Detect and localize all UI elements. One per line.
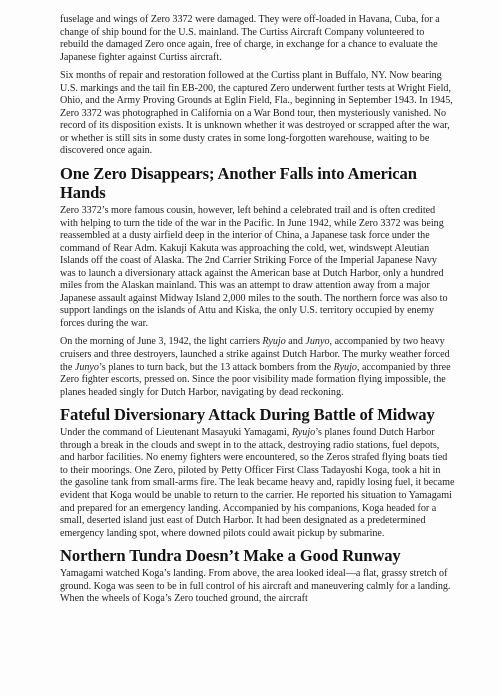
section-heading: Northern Tundra Doesn’t Make a Good Runway bbox=[60, 546, 401, 566]
text-run: , accompanied by two heavy cruisers and three destroyers, launched a strike against Dutch Harbor. The murky weather forced the bbox=[60, 336, 453, 373]
ship-name-italic: Ryujo bbox=[262, 336, 286, 348]
text-run: Yamagami watched Koga’s landing. From above, the area looked ideal—a flat, grassy stretch of ground. Koga was seen to be in full control of his aircraft and maneuvering calmly for a landing. When the wheels of Koga’s Zero touched ground, the aircraft bbox=[60, 568, 453, 605]
body-paragraph bbox=[60, 336, 455, 399]
ship-name-italic: Junyo bbox=[305, 336, 330, 348]
ship-name-italic: Ryujo bbox=[291, 427, 316, 439]
text-run: Zero 3372’s more famous cousin, however, left behind a celebrated trail and is often credited with helping to turn the tide of the war in the Pacific. In June 1942, while Zero 3372 was being reassembled at a dusty airfield deep in the interior of China, a Japanese task force under the command of Rear Adm. Kakuji Kakuta was approaching the cold, wet, windswept Aleutian Islands off the coast of Alaska. The 2nd Carrier Striking Force of the Imperial Japanese Navy was to launch a diversionary attack against the American base at Dutch Harbor, only a hundred miles from the Alaskan mainland. This was an attempt to draw attention away from a major Japanese assault against Midway Island 2,000 miles to the south. The northern force was also to support landings on the islands of Attu and Kiska, the only U.S. territory occupied by enemy forces during the war. bbox=[60, 205, 451, 329]
ship-name-italic: Junyo bbox=[74, 361, 99, 373]
text-run: fuselage and wings of Zero 3372 were damaged. They were off-loaded in Havana, Cuba, for a change of ship bound for the U.S. mainland. The Curtiss Aircraft Company volunteered to rebuild the damaged Zero once again, free of charge, in exchange for a chance to evaluate the Japanese fighter against Curtiss aircraft. bbox=[60, 14, 443, 63]
ship-name-italic: Ryujo bbox=[333, 361, 357, 373]
body-paragraph bbox=[60, 568, 455, 606]
section-heading: Fateful Diversionary Attack During Battle of Midway bbox=[60, 405, 435, 425]
article-body bbox=[60, 14, 455, 612]
text-run: On the morning of June 3, 1942, the light carriers bbox=[60, 336, 263, 348]
text-run: ’s planes found Dutch Harbor through a break in the clouds and swept in to the attack, destroying radio stations, fuel depots, and harbor facilities. No enemy fighters were encountered, so the Zeros strafed flying boats tied to their moorings. One Zero, piloted by Petty Officer First Class Tadayoshi Koga, took a hit in the gasoline tank from small-arms fire. The leak became heavy and, rapidly losing fuel, it became evident that Koga would be unable to return to the carrier. He reported his situation to Yamagami and prepared for an emergency landing. Accompanied by his companions, Koga headed for a small, deserted island just east of Dutch Harbor. It had been designated as a predetermined emergency landing spot, where downed pilots could await pickup by submarine. bbox=[60, 427, 457, 539]
body-paragraph bbox=[60, 427, 455, 540]
text-run: and bbox=[285, 336, 306, 348]
body-paragraph bbox=[60, 205, 455, 330]
text-run: ’s planes to turn back, but the 13 attack bombers from the bbox=[98, 361, 334, 373]
section-heading: One Zero Disappears; Another Falls into American Hands bbox=[60, 164, 417, 203]
text-run: , accompanied by three Zero fighter escorts, pressed on. Since the poor visibility made formation flying impossible, the planes headed singly for Dutch Harbor, navigating by dead reckoning. bbox=[60, 361, 454, 398]
text-run: Six months of repair and restoration followed at the Curtiss plant in Buffalo, NY. Now bearing U.S. markings and the tail fin EB-200, the captured Zero underwent further tests at Wright Field, Ohio, and the Army Proving Grounds at Eglin Field, Fla., beginning in September 1943. In 1945, Zero 3372 was photographed in California on a War Bond tour, then mysteriously vanished. No record of its disposition exists. It is unknown whether it was destroyed or scrapped after the war, or whether is still sits in some dusty crates in some long-forgotten warehouse, waiting to be discovered once again. bbox=[60, 70, 456, 157]
text-run: Under the command of Lieutenant Masayuki Yamagami, bbox=[60, 427, 292, 439]
body-paragraph bbox=[60, 70, 455, 158]
body-paragraph bbox=[60, 14, 455, 64]
